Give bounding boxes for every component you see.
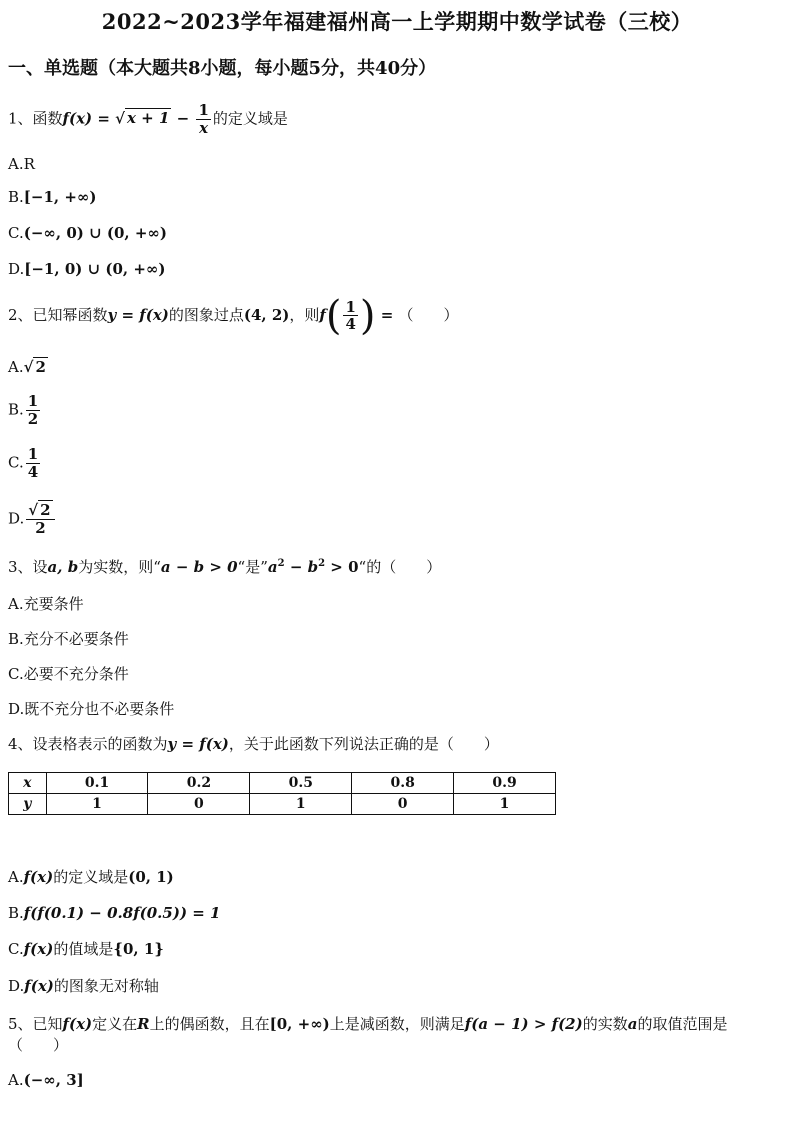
- q1-option-d: D.[−1, 0) ∪ (0, +∞): [8, 260, 166, 278]
- question-4-stem: 4、设表格表示的函数为y = f(x)，关于此函数下列说法正确的是（ ）: [8, 735, 499, 753]
- table-cell: y: [9, 794, 47, 815]
- q2-option-b: B. $\frac{1}{2}$: [8, 392, 39, 428]
- table-cell: 0.2: [148, 773, 250, 794]
- question-1-stem: 1、函数f(x) = √ x + 1 − $\frac{1}{x}$ 的定义域是: [8, 101, 288, 137]
- q5-option-a: A.(−∞, 3]: [8, 1071, 84, 1089]
- section-heading: 一、单选题（本大题共8小题，每小题5分，共40分）: [8, 58, 437, 79]
- fraction: $\frac{1}{4}$: [345, 297, 356, 334]
- q2-option-c: C. $\frac{1}{4}$: [8, 445, 39, 481]
- fraction: $\frac{1}{x}$: [198, 101, 209, 137]
- q3-option-d: D.既不充分也不必要条件: [8, 700, 175, 718]
- table-cell: 1: [46, 794, 148, 815]
- table-cell: 0: [148, 794, 250, 815]
- table-cell: 1: [250, 794, 352, 815]
- q1-option-b: B.[−1, +∞): [8, 188, 97, 206]
- q3-option-a: A.充要条件: [8, 595, 84, 613]
- exam-title: 2022~2023学年福建福州高一上学期期中数学试卷（三校）: [101, 9, 693, 34]
- table-cell: 0: [352, 794, 454, 815]
- table-cell: 0.5: [250, 773, 352, 794]
- q4-option-c: C.f(x)的值域是{0, 1}: [8, 940, 164, 958]
- q4-option-a: A.f(x)的定义域是(0, 1): [8, 868, 174, 886]
- q4-option-d: D.f(x)的图象无对称轴: [8, 977, 159, 995]
- q1-option-a: A.R: [8, 155, 35, 173]
- q1-option-c: C.(−∞, 0) ∪ (0, +∞): [8, 224, 168, 242]
- function-value-table: [8, 772, 556, 815]
- table-row-y: [9, 794, 556, 815]
- question-5-stem: 5、已知f(x)定义在R上的偶函数，且在[0, +∞)上是减函数，则满足f(a − 1) > f(2)的实数a的取值范围是: [8, 1015, 728, 1033]
- table-cell: x: [9, 773, 47, 794]
- question-3-stem: 3、设a, b为实数，则“a − b > 0“是$”a^2 - b^2$ > 0“的（ ）: [8, 558, 442, 576]
- q4-option-b: B.f(f(0.1) − 0.8f(0.5)) = 1: [8, 904, 221, 922]
- sqrt-expression: √ x + 1: [115, 109, 170, 128]
- q3-option-b: B.充分不必要条件: [8, 630, 129, 648]
- table-cell: 1: [454, 794, 556, 815]
- q2-option-a: A.√ 2: [8, 358, 46, 376]
- table-cell: 0.8: [352, 773, 454, 794]
- q3-option-c: C.必要不充分条件: [8, 665, 129, 683]
- table-row-x: [9, 773, 556, 794]
- table-cell: 0.1: [46, 773, 148, 794]
- q2-option-d: D. $\frac{√ 2}{2}$: [8, 502, 57, 537]
- question-5-blank: （ ）: [8, 1036, 69, 1054]
- table-cell: 0.9: [454, 773, 556, 794]
- question-2-stem: 2、已知幂函数y = f(x)的图象过点(4, 2)，则f( $\frac{1}{4}$ ) = （ ）: [8, 293, 459, 339]
